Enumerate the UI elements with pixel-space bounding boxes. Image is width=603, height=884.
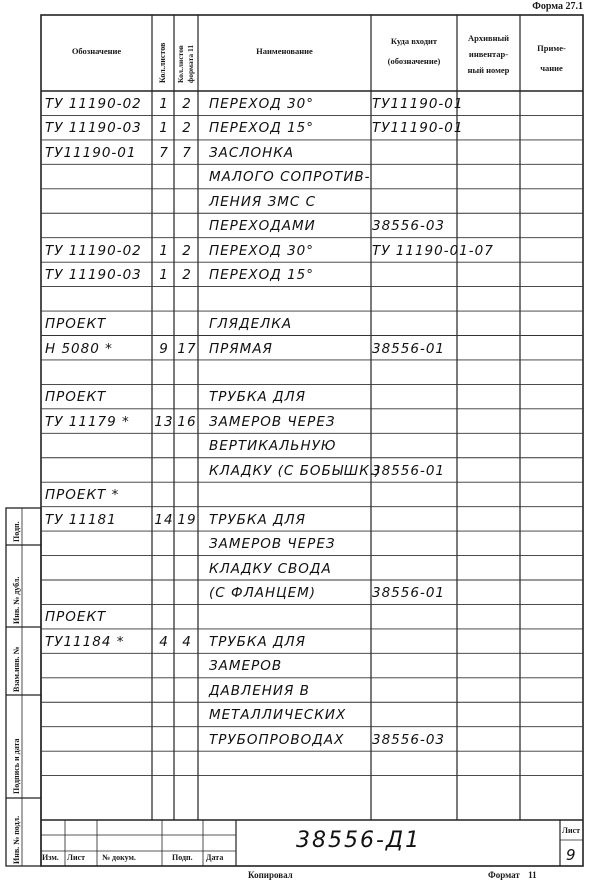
cell-where-used: 38556-03 [372,731,445,748]
cell-where-used [372,482,458,506]
cell-note [523,433,583,457]
table-row [41,604,583,628]
cell-archive-number [459,140,521,164]
cell-archive-number [459,115,521,139]
cell-where-used [372,776,458,800]
cell-where-used [372,604,458,628]
cell-qty-sheets [154,384,174,408]
cell-designation: ТУ11190-01 [45,144,137,161]
cell-designation: ТУ 11190-02 [45,242,142,259]
cell-designation [45,189,152,213]
cell-designation: ТУ 11190-03 [45,267,142,284]
cell-qty-format [176,164,198,188]
cell-qty-format: 16 [177,413,197,430]
cell-qty-sheets: 1 [159,96,169,112]
table-row [41,702,583,726]
cell-qty-format: 2 [182,267,192,284]
header-where-line2: (обозначение) [387,56,441,66]
cell-where-used [372,287,458,311]
table-row [41,360,583,384]
cell-archive-number [459,678,521,702]
cell-where-used [372,531,458,555]
cell-where-used: 38556-01 [372,340,445,357]
cell-designation [45,433,152,457]
table-row [41,213,583,237]
tb-col-list: Лист [67,853,86,862]
table-row [41,482,583,506]
cell-qty-format [176,213,198,237]
cell-archive-number [459,629,521,653]
cell-note [523,580,583,604]
cell-qty-format [176,580,198,604]
cell-qty-format [176,360,198,384]
cell-archive-number [459,336,521,360]
table-row [41,115,583,139]
cell-qty-format [176,458,198,482]
cell-qty-format: 17 [177,340,197,357]
cell-where-used [372,409,458,433]
cell-qty-format: 2 [182,242,192,259]
table-row [41,433,583,457]
cell-note [523,360,583,384]
table-row [41,678,583,702]
header-note [520,38,583,78]
cell-note [523,238,583,262]
cell-name: ЗАМЕРОВ [209,658,283,675]
footer-copied: Копировал [248,870,293,880]
cell-qty-format: 2 [182,120,192,137]
cell-qty-sheets: 1 [159,242,169,259]
cell-designation [45,653,152,677]
cell-designation [45,531,152,555]
side-label-inv-podl: Инв. № подл. [12,815,21,864]
table-row [41,238,583,262]
cell-qty-format [176,751,198,775]
cell-note [523,91,583,115]
cell-qty-sheets [154,213,174,237]
cell-qty-format [176,556,198,580]
cell-qty-format [176,384,198,408]
cell-designation: ПРОЕКТ * [45,487,120,504]
cell-designation: ПРОЕКТ [45,316,107,333]
header-archive-line3: ный номер [467,65,510,75]
cell-qty-format [176,776,198,800]
cell-note [523,189,583,213]
cell-qty-sheets [154,458,174,482]
cell-designation [45,702,152,726]
table-row [41,287,583,311]
cell-note [523,458,583,482]
cell-note [523,384,583,408]
tb-col-podp: Подп. [172,853,193,862]
cell-name: ЗАСЛОНКА [209,144,295,161]
cell-note [523,164,583,188]
header-note-line2: чание [540,63,563,73]
cell-where-used [372,140,458,164]
table-row [41,531,583,555]
footer-format-value: 11 [528,870,537,880]
cell-qty-format: 2 [182,96,192,112]
cell-where-used [372,360,458,384]
cell-qty-format [176,604,198,628]
cell-archive-number [459,360,521,384]
cell-where-used [372,653,458,677]
table-row [41,751,583,775]
cell-where-used [372,678,458,702]
cell-note [523,653,583,677]
tb-col-data: Дата [206,853,224,862]
cell-archive-number [459,433,521,457]
cell-designation [45,776,152,800]
cell-archive-number [459,287,521,311]
cell-qty-sheets [154,531,174,555]
cell-qty-sheets: 13 [154,413,174,430]
cell-name: ВЕРТИКАЛЬНУЮ [209,438,337,455]
cell-qty-format [176,311,198,335]
header-where [371,34,457,68]
table-row [41,140,583,164]
cell-name: ЗАМЕРОВ ЧЕРЕЗ [209,413,336,430]
cell-where-used [372,189,458,213]
cell-archive-number [459,91,521,115]
side-label-vzam-inv: Взам.инв. № [12,646,21,692]
cell-where-used [372,384,458,408]
cell-qty-sheets [154,751,174,775]
doc-number: 38556-Д1 [296,828,422,853]
tb-col-izm: Изм. [42,853,59,862]
cell-archive-number [459,776,521,800]
cell-designation: ТУ11184 * [45,633,125,650]
cell-where-used: ТУ11190-01 [372,120,464,137]
cell-designation [45,164,152,188]
cell-archive-number [459,507,521,531]
cell-name: ТРУБОПРОВОДАХ [209,731,345,748]
cell-archive-number [459,238,521,262]
table-row [41,311,583,335]
cell-qty-sheets [154,164,174,188]
table-row [41,653,583,677]
cell-note [523,678,583,702]
cell-name: МЕТАЛЛИЧЕСКИХ [209,707,347,724]
header-note-line1: Приме- [537,43,566,53]
cell-archive-number [459,556,521,580]
cell-where-used [372,751,458,775]
header-name: Наименование [256,46,313,56]
cell-designation [45,287,152,311]
cell-qty-format: 7 [182,144,192,161]
cell-qty-format [176,433,198,457]
cell-archive-number [459,580,521,604]
cell-qty-sheets [154,311,174,335]
form-label: Форма 27.1 [532,1,583,12]
cell-designation: Н 5080 * [45,340,113,357]
cell-note [523,409,583,433]
cell-designation: ТУ 11181 [45,511,117,528]
cell-qty-format: 19 [177,511,197,528]
cell-qty-format [176,702,198,726]
cell-archive-number [459,458,521,482]
cell-qty-sheets: 1 [159,120,169,137]
cell-qty-format [176,678,198,702]
cell-designation: ПРОЕКТ [45,389,107,406]
side-label-podp: Подп. [12,521,21,542]
cell-note [523,115,583,139]
cell-where-used [372,507,458,531]
cell-name: ДАВЛЕНИЯ В [209,682,310,699]
cell-where-used [372,629,458,653]
cell-name: (С ФЛАНЦЕМ) [209,585,317,601]
cell-where-used: ТУ11190-01 [372,96,464,112]
cell-archive-number [459,604,521,628]
cell-designation [45,458,152,482]
header-qty-sheets: Кол.листов [158,42,167,83]
header-designation: Обозначение [71,46,122,56]
cell-archive-number [459,751,521,775]
cell-name: ПРЯМАЯ [209,340,273,357]
cell-note [523,311,583,335]
cell-designation [45,580,152,604]
table-row [41,580,583,604]
cell-qty-sheets [154,580,174,604]
cell-note [523,751,583,775]
cell-qty-sheets [154,678,174,702]
cell-where-used [372,262,458,286]
cell-qty-sheets [154,727,174,751]
cell-qty-sheets [154,653,174,677]
cell-designation [45,556,152,580]
table-row [41,91,583,115]
table-row [41,384,583,408]
cell-archive-number [459,482,521,506]
table-row [41,727,583,751]
cell-name: ЗАМЕРОВ ЧЕРЕЗ [209,536,336,553]
cell-archive-number [459,409,521,433]
cell-note [523,287,583,311]
cell-qty-format [176,482,198,506]
cell-name: КЛАДКУ СВОДА [209,560,332,577]
cell-name: ТРУБКА ДЛЯ [209,633,307,650]
cell-name: ПЕРЕХОД 15° [209,120,314,137]
header-archive-line2: инвентар- [468,49,509,59]
cell-note [523,629,583,653]
cell-qty-sheets [154,604,174,628]
cell-where-used [372,311,458,335]
cell-where-used: 38556-01 [372,462,445,479]
cell-note [523,702,583,726]
cell-qty-sheets: 4 [159,633,169,650]
cell-qty-sheets [154,556,174,580]
table-row [41,164,583,188]
header-archive-line1: Архивный [467,33,510,43]
cell-qty-sheets: 14 [154,511,174,528]
cell-archive-number [459,727,521,751]
cell-where-used [372,164,458,188]
header-qty-format: Кол.листов формата 11 [176,44,195,83]
cell-qty-sheets: 7 [159,144,169,161]
side-label-podpis-data: Подпись и дата [12,738,21,794]
cell-designation [45,678,152,702]
sheet-number: 9 [566,846,577,864]
cell-designation: ТУ 11190-03 [45,120,142,137]
cell-archive-number [459,189,521,213]
cell-name: КЛАДКУ (С БОБЫШК.) [209,462,382,479]
table-row [41,336,583,360]
footer-format [488,870,537,880]
cell-note [523,482,583,506]
cell-qty-sheets [154,702,174,726]
cell-note [523,556,583,580]
cell-designation [45,360,152,384]
table-row [41,629,583,653]
cell-qty-format: 4 [182,633,192,650]
cell-name: ПЕРЕХОД 15° [209,267,314,284]
cell-archive-number [459,262,521,286]
cell-note [523,507,583,531]
cell-archive-number [459,653,521,677]
tb-col-docnum: № докум. [102,853,136,862]
cell-where-used [372,702,458,726]
cell-qty-format [176,727,198,751]
cell-note [523,213,583,237]
cell-name: ТРУБКА ДЛЯ [209,511,307,528]
cell-note [523,776,583,800]
cell-note [523,531,583,555]
cell-where-used: 38556-01 [372,585,445,601]
cell-note [523,336,583,360]
cell-where-used: ТУ 11190-01-07 [372,242,494,259]
cell-archive-number [459,311,521,335]
table-row [41,458,583,482]
cell-where-used: 38556-03 [372,218,445,235]
cell-qty-sheets [154,360,174,384]
cell-qty-sheets: 9 [159,340,169,357]
cell-name: ЛЕНИЯ ЗМС С [209,193,317,210]
table-row [41,189,583,213]
cell-designation [45,727,152,751]
cell-qty-sheets: 1 [159,267,169,284]
cell-qty-format [176,287,198,311]
cell-designation: ТУ 11179 * [45,413,130,430]
cell-archive-number [459,164,521,188]
cell-designation: ТУ 11190-02 [45,96,142,112]
cell-designation [45,213,152,237]
cell-qty-sheets [154,287,174,311]
cell-qty-format [176,531,198,555]
cell-note [523,140,583,164]
cell-designation: ПРОЕКТ [45,609,107,626]
footer-format-label: Формат [488,870,520,880]
cell-note [523,262,583,286]
cell-qty-sheets [154,482,174,506]
side-label-inv-dubl: Инв. № дубл. [12,576,21,624]
header-where-line1: Куда входит [390,36,438,46]
cell-name: ГЛЯДЕЛКА [209,316,293,333]
cell-qty-sheets [154,433,174,457]
table-row [41,776,583,800]
cell-name: ПЕРЕХОД 30° [209,96,314,112]
table-row [41,262,583,286]
cell-name: ПЕРЕХОД 30° [209,242,314,259]
cell-note [523,604,583,628]
cell-archive-number [459,531,521,555]
cell-archive-number [459,384,521,408]
cell-where-used [372,556,458,580]
cell-archive-number [459,702,521,726]
table-row [41,409,583,433]
cell-name: ТРУБКА ДЛЯ [209,389,307,406]
cell-qty-format [176,189,198,213]
cell-where-used [372,433,458,457]
cell-name: МАЛОГО СОПРОТИВ- [209,169,371,186]
cell-designation [45,751,152,775]
header-archive [457,30,520,78]
cell-name: ПЕРЕХОДАМИ [209,218,316,235]
sheet-label: Лист [562,826,581,835]
table-row [41,556,583,580]
cell-qty-sheets [154,776,174,800]
cell-qty-sheets [154,189,174,213]
cell-qty-format [176,653,198,677]
cell-note [523,727,583,751]
cell-archive-number [459,213,521,237]
table-row [41,507,583,531]
